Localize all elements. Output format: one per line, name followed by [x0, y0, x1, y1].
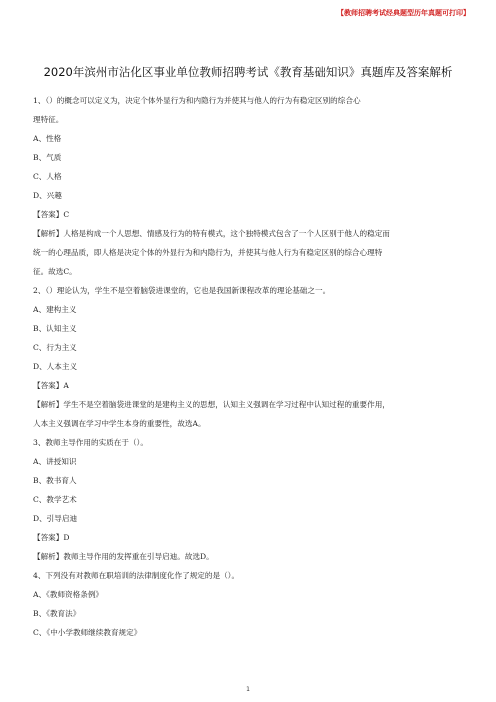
text-line: 理特征。 — [33, 115, 64, 124]
header-banner: 【教师招聘考试经典题型历年真题可打印】 — [337, 9, 470, 17]
option-line: D、引导启迪 — [33, 514, 78, 523]
answer-line: 【答案】C — [33, 210, 70, 219]
option-line: B、气质 — [33, 153, 62, 162]
option-line: C、人格 — [33, 172, 62, 181]
answer-line: 【答案】A — [33, 381, 69, 390]
option-line: D、兴趣 — [33, 191, 62, 200]
option-line: A、《教师资格条例》 — [33, 590, 104, 599]
option-line: C、《中小学教师继续教育规定》 — [33, 628, 142, 637]
option-line: C、教学艺术 — [33, 495, 77, 504]
analysis-line: 人本主义强调在学习中学生本身的重要性，故选A。 — [33, 419, 206, 428]
page-number: 1 — [246, 686, 250, 693]
text-line: 4、下列没有对教师在职培训的法律制度化作了规定的是（）。 — [33, 571, 240, 580]
option-line: A、性格 — [33, 134, 62, 143]
analysis-line: 征。故选C。 — [33, 267, 77, 276]
document-body — [33, 91, 465, 642]
option-line: B、教书育人 — [33, 476, 77, 485]
option-line: B、《教育法》 — [33, 609, 81, 618]
text-line: 3、教师主导作用的实质在于（）。 — [33, 438, 148, 447]
option-line: D、人本主义 — [33, 362, 78, 371]
analysis-line: 【解析】学生不是空着脑袋进课堂的是建构主义的思想，认知主义强调在学习过程中认知过程的重要作用， — [33, 400, 390, 409]
option-line: C、行为主义 — [33, 343, 77, 352]
analysis-line: 【解析】人格是构成一个人思想、情感及行为的特有模式，这个独特模式包含了一个人区别于他人的稳定而 — [33, 229, 390, 238]
option-line: B、认知主义 — [33, 324, 77, 333]
document-title: 2020年滨州市沾化区事业单位教师招聘考试《教育基础知识》真题库及答案解析 — [43, 65, 453, 79]
text-line: 1、（）的概念可以定义为，决定个体外显行为和内隐行为并使其与他人的行为有稳定区别的综合心 — [33, 96, 361, 105]
option-line: A、讲授知识 — [33, 457, 77, 466]
analysis-line: 【解析】教师主导作用的发挥重在引导启迪。故选D。 — [33, 552, 214, 561]
option-line: A、建构主义 — [33, 305, 77, 314]
text-line: 2、（）理论认为，学生不是空着脑袋进课堂的，它也是我国新课程改革的理论基础之一。 — [33, 286, 331, 295]
analysis-line: 统一的心理品质，即人格是决定个体的外显行为和内隐行为，并使其与他人行为有稳定区别的综合心理特 — [33, 248, 383, 257]
answer-line: 【答案】D — [33, 533, 70, 542]
